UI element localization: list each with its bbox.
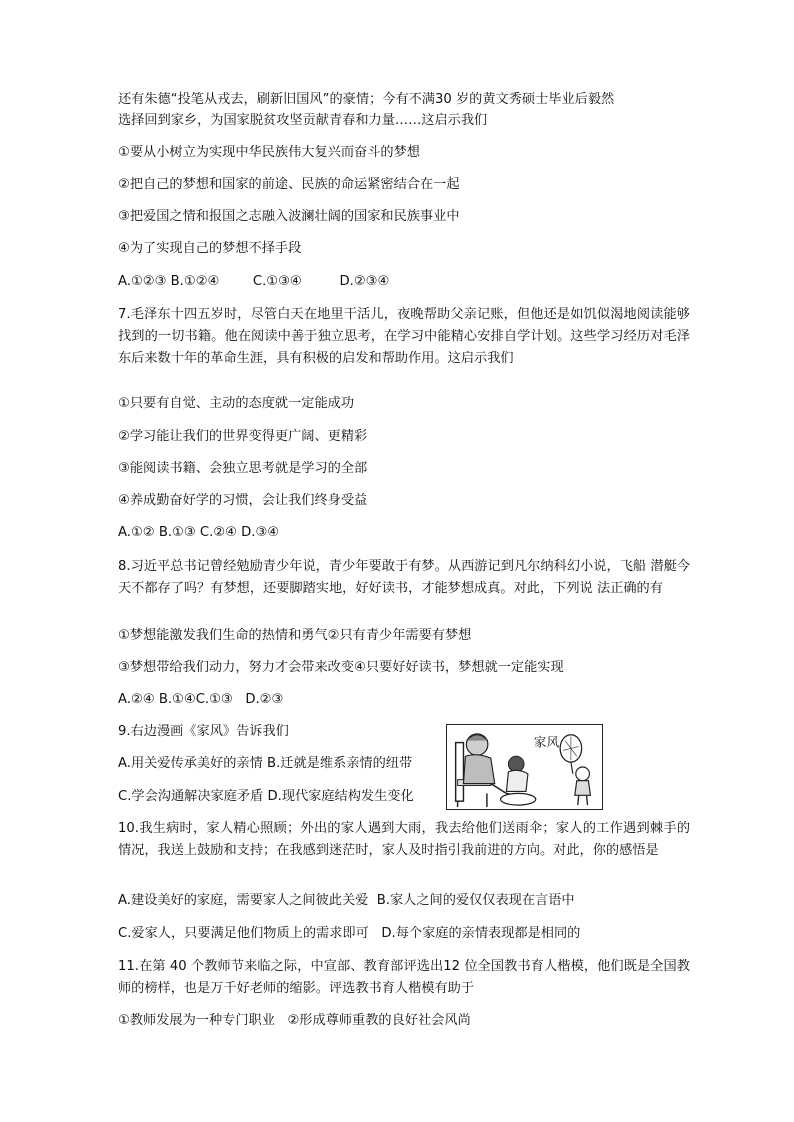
q7-option-2: ②学习能让我们的世界变得更广阔、更精彩 (118, 429, 368, 444)
grandma-hair (466, 735, 487, 741)
q8-options-1-2: ①梦想能激发我们生命的热情和勇气②只有青少年需要有梦想 (118, 628, 472, 643)
fan-handle (571, 762, 573, 774)
q7-choices: A.①② B.①③ C.②④ D.③④ (118, 525, 280, 540)
q9-options-a-b: A.用关爱传承美好的亲情 B.迁就是维系亲情的纽带 (118, 756, 413, 771)
cartoon-family-tradition (446, 724, 603, 810)
q6-option-2: ②把自己的梦想和国家的前途、民族的命运紧密结合在一起 (118, 177, 460, 192)
q11-options-1-2: ①教师发展为一种专门职业 ②形成尊师重教的良好社会风尚 (118, 1013, 471, 1028)
q10-options-c-d: C.爱家人，只要满足他们物质上的需求即可 D.每个家庭的亲情表现都是相同的 (118, 926, 581, 941)
q6-stem-line-1: 还有朱德“投笔从戎去，刷新旧国风”的豪情；今有不满30 岁的黄文秀硕士毕业后毅然 (118, 92, 615, 107)
mother-head (508, 756, 524, 772)
q6-stem-line-2: 选择回到家乡，为国家脱贫攻坚贡献青春和力量……这启示我们 (118, 113, 488, 128)
cartoon-illustration (447, 725, 602, 809)
q7-option-4: ④养成勤奋好学的习惯，会让我们终身受益 (118, 493, 368, 508)
mother-body (506, 770, 527, 791)
q6-option-4: ④为了实现自己的梦想不择手段 (118, 241, 302, 256)
q6-choices: A.①②③ B.①②④ C.①③④ D.②③④ (118, 274, 390, 289)
q6-option-1: ①要从小树立为实现中华民族伟大复兴而奋斗的梦想 (118, 145, 420, 160)
q6-option-3: ③把爱国之情和报国之志融入波澜壮阔的国家和民族事业中 (118, 209, 460, 224)
chair-legs (458, 793, 487, 807)
q11-stem: 11.在第 40 个教师节来临之际，中宣部、教育部评选出12 位全国教书育人楷模，他们既是全国教师的榜样，也是万千好老师的缩影。评选教书育人楷模有助于 (118, 959, 690, 996)
q7-option-3: ③能阅读书籍、会独立思考就是学习的全部 (118, 461, 368, 476)
child-head (576, 767, 590, 781)
q7-option-1: ①只要有自觉、主动的态度就一定能成功 (118, 396, 355, 411)
q8-stem: 8.习近平总书记曾经勉励青少年说，青少年要敢于有梦。从西游记到凡尔纳科幻小说，飞船 潜艇今天不都存了吗？有梦想，还要脚踏实地，好好读书，才能梦想成真。对此，下列说 法正确的有 (118, 559, 690, 596)
child-legs (578, 795, 588, 805)
q10-options-a-b: A.建设美好的家庭，需要家人之间彼此关爱 B.家人之间的爱仅仅表现在言语中 (118, 893, 575, 908)
chair-back (456, 743, 464, 802)
q7-stem: 7.毛泽东十四五岁时，尽管白天在地里干活儿，夜晚帮助父亲记账，但他还是如饥似渴地阅读能够找到的一切书籍。他在阅读中善于独立思考，在学习中能精心安排自学计划。这些学习经历对毛泽东后来数十年的革命生涯，具有积极的启发和帮助作用。这启示我们 (118, 307, 690, 366)
child-body (575, 781, 591, 796)
cartoon-title: 家风 (533, 734, 560, 750)
q8-choices: A.②④ B.①④C.①③ D.②③ (118, 692, 284, 707)
grandma-body (463, 755, 494, 784)
q8-options-3-4: ③梦想带给我们动力，努力才会带来改变④只要好好读书，梦想就一定能实现 (118, 660, 564, 675)
q9-stem: 9.右边漫画《家风》告诉我们 (118, 724, 289, 739)
q10-stem: 10.我生病时，家人精心照顾；外出的家人遇到大雨，我去给他们送雨伞；家人的工作遇到棘手的情况，我送上鼓励和支持；在我感到迷茫时，家人及时指引我前进的方向。对此，你的感悟是 (118, 821, 690, 858)
q9-options-c-d: C.学会沟通解决家庭矛盾 D.现代家庭结构发生变化 (118, 789, 414, 804)
wash-basin (501, 793, 536, 805)
